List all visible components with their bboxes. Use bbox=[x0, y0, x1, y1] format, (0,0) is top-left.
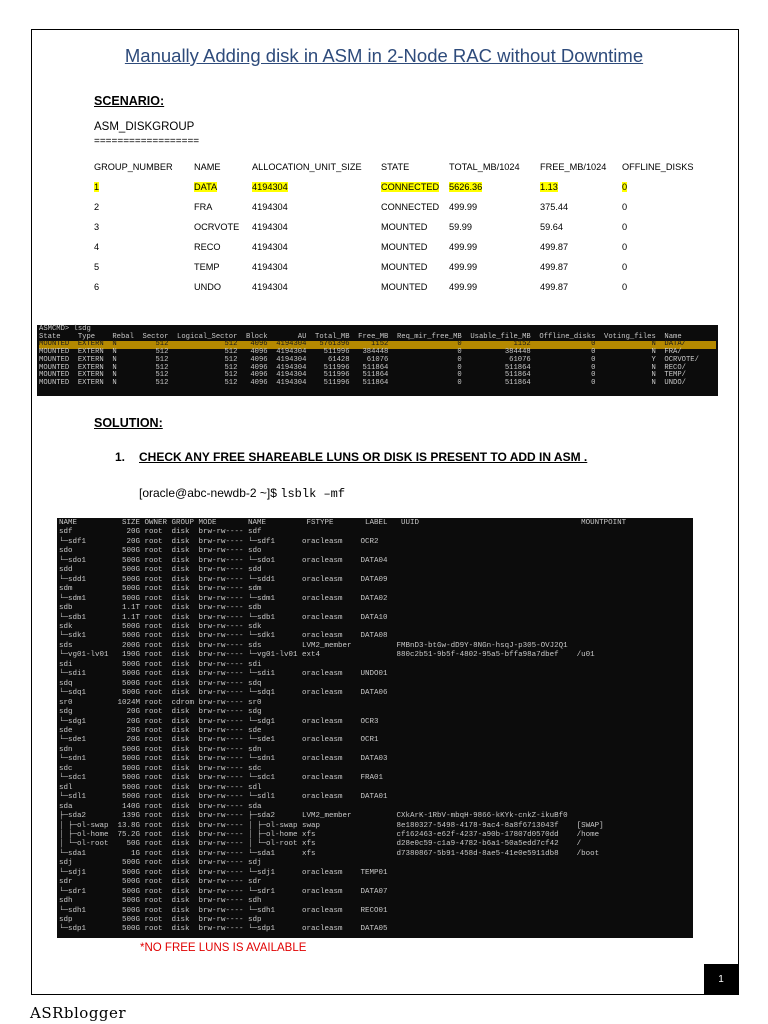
table-cell: 59.64 bbox=[540, 222, 563, 232]
column-header: NAME bbox=[194, 162, 221, 172]
table-cell: MOUNTED bbox=[381, 282, 428, 292]
terminal-line: MOUNTED EXTERN N 512 512 4096 4194304 511996 511864 0 511864 0 N TEMP/ bbox=[39, 371, 686, 380]
table-cell: 499.87 bbox=[540, 262, 569, 272]
step-text: CHECK ANY FREE SHAREABLE LUNS OR DISK IS PRESENT TO ADD IN ASM . bbox=[139, 450, 588, 464]
command-text: lsblk –mf bbox=[280, 487, 346, 501]
terminal-line: ASMCMD> lsdg bbox=[39, 325, 91, 333]
table-row bbox=[94, 177, 693, 197]
terminal-line: NAME SIZE OWNER GROUP MODE NAME FSTYPE LABEL UUID MOUNTPOINT bbox=[59, 519, 627, 527]
terminal-line: └─sdc1 500G root disk brw-rw---- └─sdc1 oracleasm FRA01 bbox=[59, 774, 384, 783]
terminal-line: │ ├─ol-swap 13.8G root disk brw-rw---- │ ├─ol-swap swap 8e180327-5498-4178-9ac4-8a8f6713043f [SWAP] bbox=[59, 821, 604, 830]
terminal-line: ├─sda2 139G root disk brw-rw---- ├─sda2 LVM2_member CXkArK-1RbV-mbqH-9866-kKYk-cnkZ-ikuBf0 bbox=[59, 812, 568, 821]
table-cell: CONNECTED bbox=[381, 202, 440, 212]
table-row bbox=[94, 237, 693, 257]
table-cell: 4 bbox=[94, 242, 100, 252]
terminal-line: └─sdk1 500G root disk brw-rw---- └─sdk1 oracleasm DATA08 bbox=[59, 632, 388, 641]
terminal-line: MOUNTED EXTERN N 512 512 4096 4194304 511996 511864 0 511864 0 N RECO/ bbox=[39, 363, 686, 372]
terminal-line: └─sdg1 20G root disk brw-rw---- └─sdg1 oracleasm OCR3 bbox=[59, 717, 379, 726]
table-cell: 5 bbox=[94, 262, 100, 272]
terminal-line: sdr 500G root disk brw-rw---- sdr bbox=[59, 878, 262, 887]
table-cell: FRA bbox=[194, 202, 213, 212]
table-cell: 4194304 bbox=[252, 182, 288, 192]
table-cell: 5626.36 bbox=[449, 182, 483, 192]
terminal-line: sdb 1.1T root disk brw-rw---- sdb bbox=[59, 604, 262, 613]
terminal-line: └─sdb1 1.1T root disk brw-rw---- └─sdb1 oracleasm DATA10 bbox=[59, 613, 388, 622]
page-title: Manually Adding disk in ASM in 2-Node RAC without Downtime bbox=[124, 45, 644, 66]
table-row bbox=[94, 217, 693, 237]
terminal-line: sr0 1024M root cdrom brw-rw---- sr0 bbox=[59, 698, 262, 707]
table-cell: 3 bbox=[94, 222, 100, 232]
table-row bbox=[94, 277, 693, 297]
terminal-line: sdg 20G root disk brw-rw---- sdg bbox=[59, 708, 262, 717]
table-cell: 0 bbox=[622, 242, 628, 252]
terminal-line: └─sde1 20G root disk brw-rw---- └─sde1 oracleasm OCR1 bbox=[59, 736, 379, 745]
table-cell: 499.99 bbox=[449, 202, 478, 212]
table-cell: 0 bbox=[622, 222, 628, 232]
table-cell: CONNECTED bbox=[381, 182, 440, 192]
terminal-line: └─sdd1 500G root disk brw-rw---- └─sdd1 oracleasm DATA09 bbox=[59, 575, 388, 584]
table-cell: MOUNTED bbox=[381, 242, 428, 252]
terminal-line: └─sdi1 500G root disk brw-rw---- └─sdi1 oracleasm UNDO01 bbox=[59, 670, 388, 679]
terminal-line: sdf 20G root disk brw-rw---- sdf bbox=[59, 528, 262, 537]
table-cell: 499.99 bbox=[449, 262, 478, 272]
terminal-line: └─sdl1 500G root disk brw-rw---- └─sdl1 oracleasm DATA01 bbox=[59, 793, 388, 802]
table-row bbox=[94, 257, 693, 277]
table-header-row bbox=[94, 157, 693, 177]
table-cell: RECO bbox=[194, 242, 221, 252]
table-cell: 59.99 bbox=[449, 222, 472, 232]
table-row bbox=[94, 197, 693, 217]
scenario-heading: SCENARIO: bbox=[94, 94, 165, 108]
table-cell: DATA bbox=[194, 182, 218, 192]
column-header: STATE bbox=[381, 162, 410, 172]
table-cell: 2 bbox=[94, 202, 100, 212]
diskgroup-table bbox=[94, 157, 693, 297]
terminal-line: └─sdh1 500G root disk brw-rw---- └─sdh1 oracleasm RECO01 bbox=[59, 906, 388, 915]
table-cell: 1 bbox=[94, 182, 100, 192]
terminal-line: └─sdn1 500G root disk brw-rw---- └─sdn1 oracleasm DATA03 bbox=[59, 755, 388, 764]
terminal-line: │ └─ol-root 50G root disk brw-rw---- │ └─ol-root xfs d28e0c59-c1a9-4782-b6a1-50a5edd7cf42 / bbox=[59, 840, 582, 849]
diskgroup-label: ASM_DISKGROUP bbox=[94, 121, 195, 133]
table-cell: 4194304 bbox=[252, 222, 288, 232]
terminal-line: └─sdf1 20G root disk brw-rw---- └─sdf1 oracleasm OCR2 bbox=[59, 537, 379, 546]
terminal-line: sdd 500G root disk brw-rw---- sdd bbox=[59, 566, 262, 575]
terminal-line: MOUNTED EXTERN N 512 512 4096 4194304 61428 61076 0 61076 0 Y OCRVOTE/ bbox=[39, 355, 699, 364]
terminal-line: └─sdj1 500G root disk brw-rw---- └─sdj1 oracleasm TEMP01 bbox=[59, 868, 388, 877]
table-cell: 0 bbox=[622, 282, 628, 292]
terminal-line: sdh 500G root disk brw-rw---- sdh bbox=[59, 897, 262, 906]
table-cell: 4194304 bbox=[252, 282, 288, 292]
terminal-line: └─sdm1 500G root disk brw-rw---- └─sdm1 oracleasm DATA02 bbox=[59, 594, 388, 603]
terminal-line: sdp 500G root disk brw-rw---- sdp bbox=[59, 916, 262, 925]
step-1 bbox=[115, 450, 587, 464]
terminal-line: State Type Rebal Sector Logical_Sector Block AU Total_MB Free_MB Req_mir_free_MB Usable_file_MB Offline_disks Voting_files Name bbox=[39, 332, 682, 341]
column-header: GROUP_NUMBER bbox=[94, 162, 173, 172]
table-cell: 499.87 bbox=[540, 282, 569, 292]
page-number: 1 bbox=[704, 964, 738, 994]
terminal-line: sdl 500G root disk brw-rw---- sdl bbox=[59, 783, 262, 792]
terminal-line: └─sdo1 500G root disk brw-rw---- └─sdo1 oracleasm DATA04 bbox=[59, 556, 388, 565]
table-cell: 499.87 bbox=[540, 242, 569, 252]
table-cell: 0 bbox=[622, 262, 628, 272]
terminal-line: sdq 500G root disk brw-rw---- sdq bbox=[59, 679, 262, 688]
table-cell: 4194304 bbox=[252, 242, 288, 252]
column-header: FREE_MB/1024 bbox=[540, 162, 607, 172]
table-cell: OCRVOTE bbox=[194, 222, 240, 232]
shell-prompt: [oracle@abc-newdb-2 ~]$ bbox=[139, 486, 281, 500]
command-line bbox=[139, 486, 345, 501]
table-cell: 0 bbox=[622, 202, 628, 212]
terminal-line: sdj 500G root disk brw-rw---- sdj bbox=[59, 859, 262, 868]
terminal-line: sds 200G root disk brw-rw---- sds LVM2_member FMBnD3-btGw-dD9Y-8NGn-hsqJ-p305-OVJ2Q1 bbox=[59, 641, 568, 650]
terminal-line: sdm 500G root disk brw-rw---- sdm bbox=[59, 585, 262, 594]
table-cell: UNDO bbox=[194, 282, 222, 292]
table-cell: 499.99 bbox=[449, 282, 478, 292]
terminal-line: MOUNTED EXTERN N 512 512 4096 4194304 511996 384448 0 384448 0 N FRA/ bbox=[39, 348, 682, 357]
table-cell: 375.44 bbox=[540, 202, 569, 212]
terminal-line: sdn 500G root disk brw-rw---- sdn bbox=[59, 745, 262, 754]
terminal-line: └─vg01-lv01 190G root disk brw-rw---- └─vg01-lv01 ext4 880c2b51-9b5f-4802-95a5-bffa98a7dbef /u01 bbox=[59, 651, 595, 660]
terminal-line: │ ├─ol-home 75.2G root disk brw-rw---- │ ├─ol-home xfs cf162463-e62f-4237-a90b-17807d0570dd /home bbox=[59, 830, 600, 839]
table-cell: 6 bbox=[94, 282, 100, 292]
table-cell: 499.99 bbox=[449, 242, 478, 252]
solution-heading: SOLUTION: bbox=[94, 416, 163, 430]
terminal-line-highlighted: MOUNTED EXTERN N 512 512 4096 4194304 5761396 1152 0 1152 0 N DATA/ bbox=[39, 341, 716, 349]
table-cell: 4194304 bbox=[252, 202, 288, 212]
terminal-line: sdc 500G root disk brw-rw---- sdc bbox=[59, 764, 262, 773]
terminal-line: sde 20G root disk brw-rw---- sde bbox=[59, 726, 262, 735]
diskgroup-rule: ================== bbox=[94, 136, 200, 147]
table-cell: TEMP bbox=[194, 262, 220, 272]
terminal-line: └─sdr1 500G root disk brw-rw---- └─sdr1 oracleasm DATA07 bbox=[59, 887, 388, 896]
terminal-line: └─sdq1 500G root disk brw-rw---- └─sdq1 oracleasm DATA06 bbox=[59, 689, 388, 698]
step-number: 1. bbox=[115, 450, 126, 464]
terminal-line: sdi 500G root disk brw-rw---- sdi bbox=[59, 660, 262, 669]
column-header: TOTAL_MB/1024 bbox=[449, 162, 520, 172]
terminal-line: sdk 500G root disk brw-rw---- sdk bbox=[59, 622, 262, 631]
lsblk-terminal bbox=[57, 518, 693, 938]
terminal-line: sda 140G root disk brw-rw---- sda bbox=[59, 802, 262, 811]
terminal-line: MOUNTED EXTERN N 512 512 4096 4194304 511996 511864 0 511864 0 N UNDO/ bbox=[39, 378, 686, 387]
terminal-line: └─sda1 1G root disk brw-rw---- └─sda1 xfs d7380867-5b91-458d-8ae5-41e0e5911db8 /boot bbox=[59, 849, 600, 858]
table-cell: MOUNTED bbox=[381, 222, 428, 232]
blog-logo: ASRblogger bbox=[30, 1004, 127, 1022]
column-header: OFFLINE_DISKS bbox=[622, 162, 694, 172]
terminal-line: sdo 500G root disk brw-rw---- sdo bbox=[59, 547, 262, 556]
no-free-luns-note: *NO FREE LUNS IS AVAILABLE bbox=[140, 942, 307, 954]
lsdg-terminal bbox=[37, 325, 718, 396]
terminal-line: └─sdp1 500G root disk brw-rw---- └─sdp1 oracleasm DATA05 bbox=[59, 925, 388, 934]
column-header: ALLOCATION_UNIT_SIZE bbox=[252, 162, 362, 172]
table-cell: 1.13 bbox=[540, 182, 558, 192]
table-cell: MOUNTED bbox=[381, 262, 428, 272]
table-cell: 0 bbox=[622, 182, 628, 192]
table-cell: 4194304 bbox=[252, 262, 288, 272]
